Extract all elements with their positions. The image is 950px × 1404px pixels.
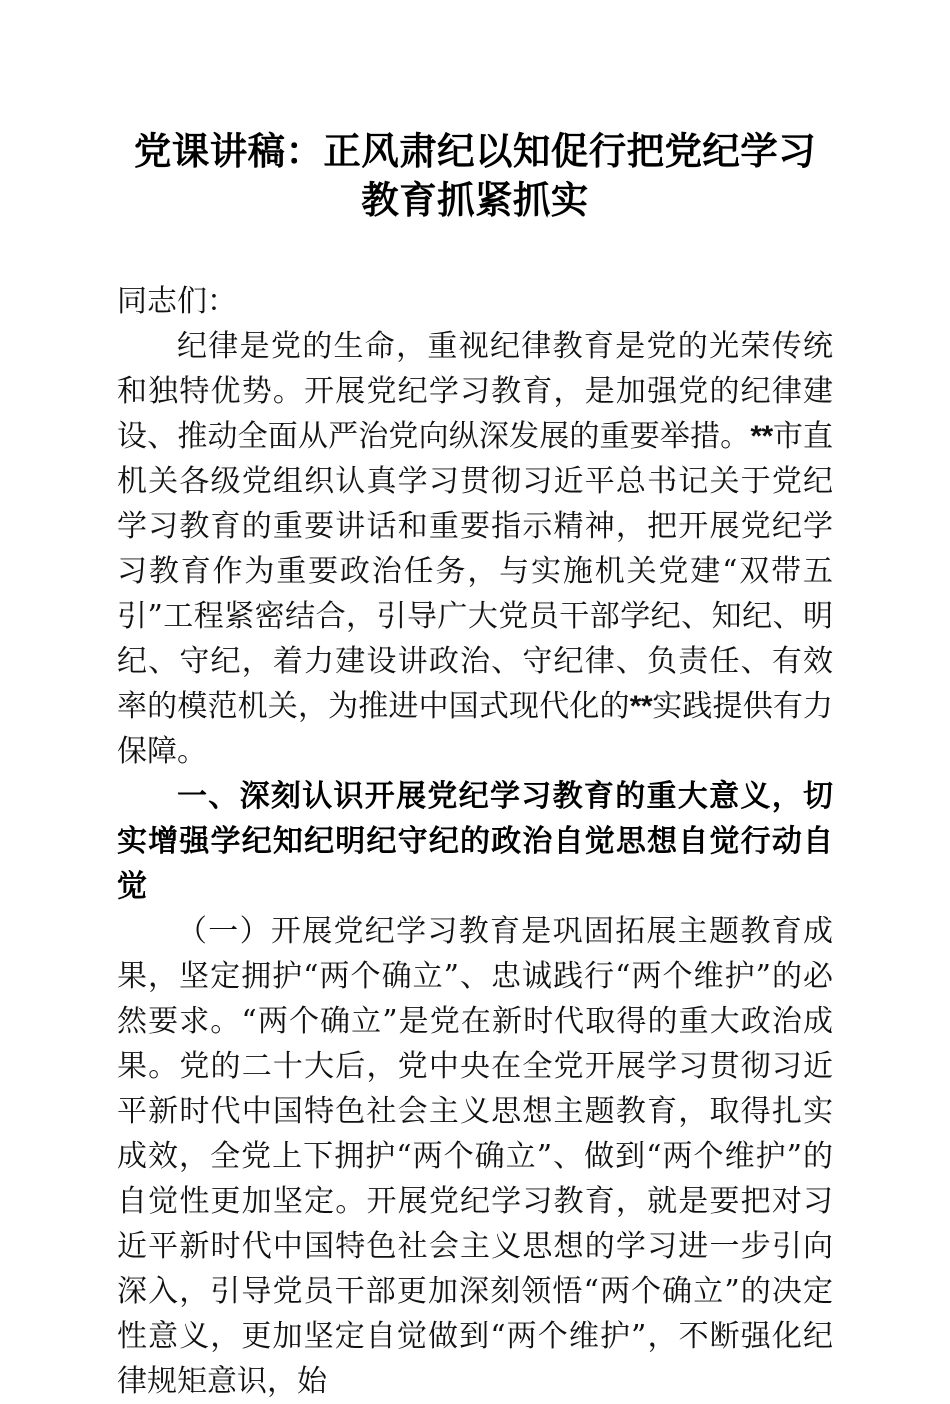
page-title: 党课讲稿：正风肃纪以知促行把党纪学习教育抓紧抓实 [133,132,817,222]
redaction-mark: ** [629,690,653,723]
redaction-mark: ** [750,420,773,453]
section-heading-1: 一、深刻认识开展党纪学习教育的重大意义，切实增强学纪知纪明纪守纪的政治自觉思想自觉行动自觉 [117,780,833,903]
document-content-column [117,0,833,1404]
body-paragraph-1: 纪律是党的生命，重视纪律教育是党的光荣传统和独特优势。开展党纪学习教育，是加强党的纪律建设、推动全面从严治党向纵深发展的重要举措。**市直机关各级党组织认真学习贯彻习近平总书记关于党纪学习教育的重要讲话和重要指示精神，把开展党纪学习教育作为重要政治任务，与实施机关党建“双带五引”工程紧密结合，引导广大党员干部学纪、知纪、明纪、守纪，着力建设讲政治、守纪律、负责任、有效率的模范机关，为推进中国式现代化的**实践提供有力保障。 [117,329,834,769]
salutation-line: 同志们： [117,284,237,319]
body-paragraph-2: （一）开展党纪学习教育是巩固拓展主题教育成果，坚定拥护“两个确立”、忠诚践行“两个维护”的必然要求。“两个确立”是党在新时代取得的重大政治成果。党的二十大后，党中央在全党开展学习贯彻习近平新时代中国特色社会主义思想主题教育，取得扎实成效，全党上下拥护“两个确立”、做到“两个维护”的自觉性更加坚定。开展党纪学习教育，就是要把对习近平新时代中国特色社会主义思想的学习进一步引向深入，引导党员干部更加深刻领悟“两个确立”的决定性意义，更加坚定自觉做到“两个维护”，不断强化纪律规矩意识，始 [117,914,833,1399]
